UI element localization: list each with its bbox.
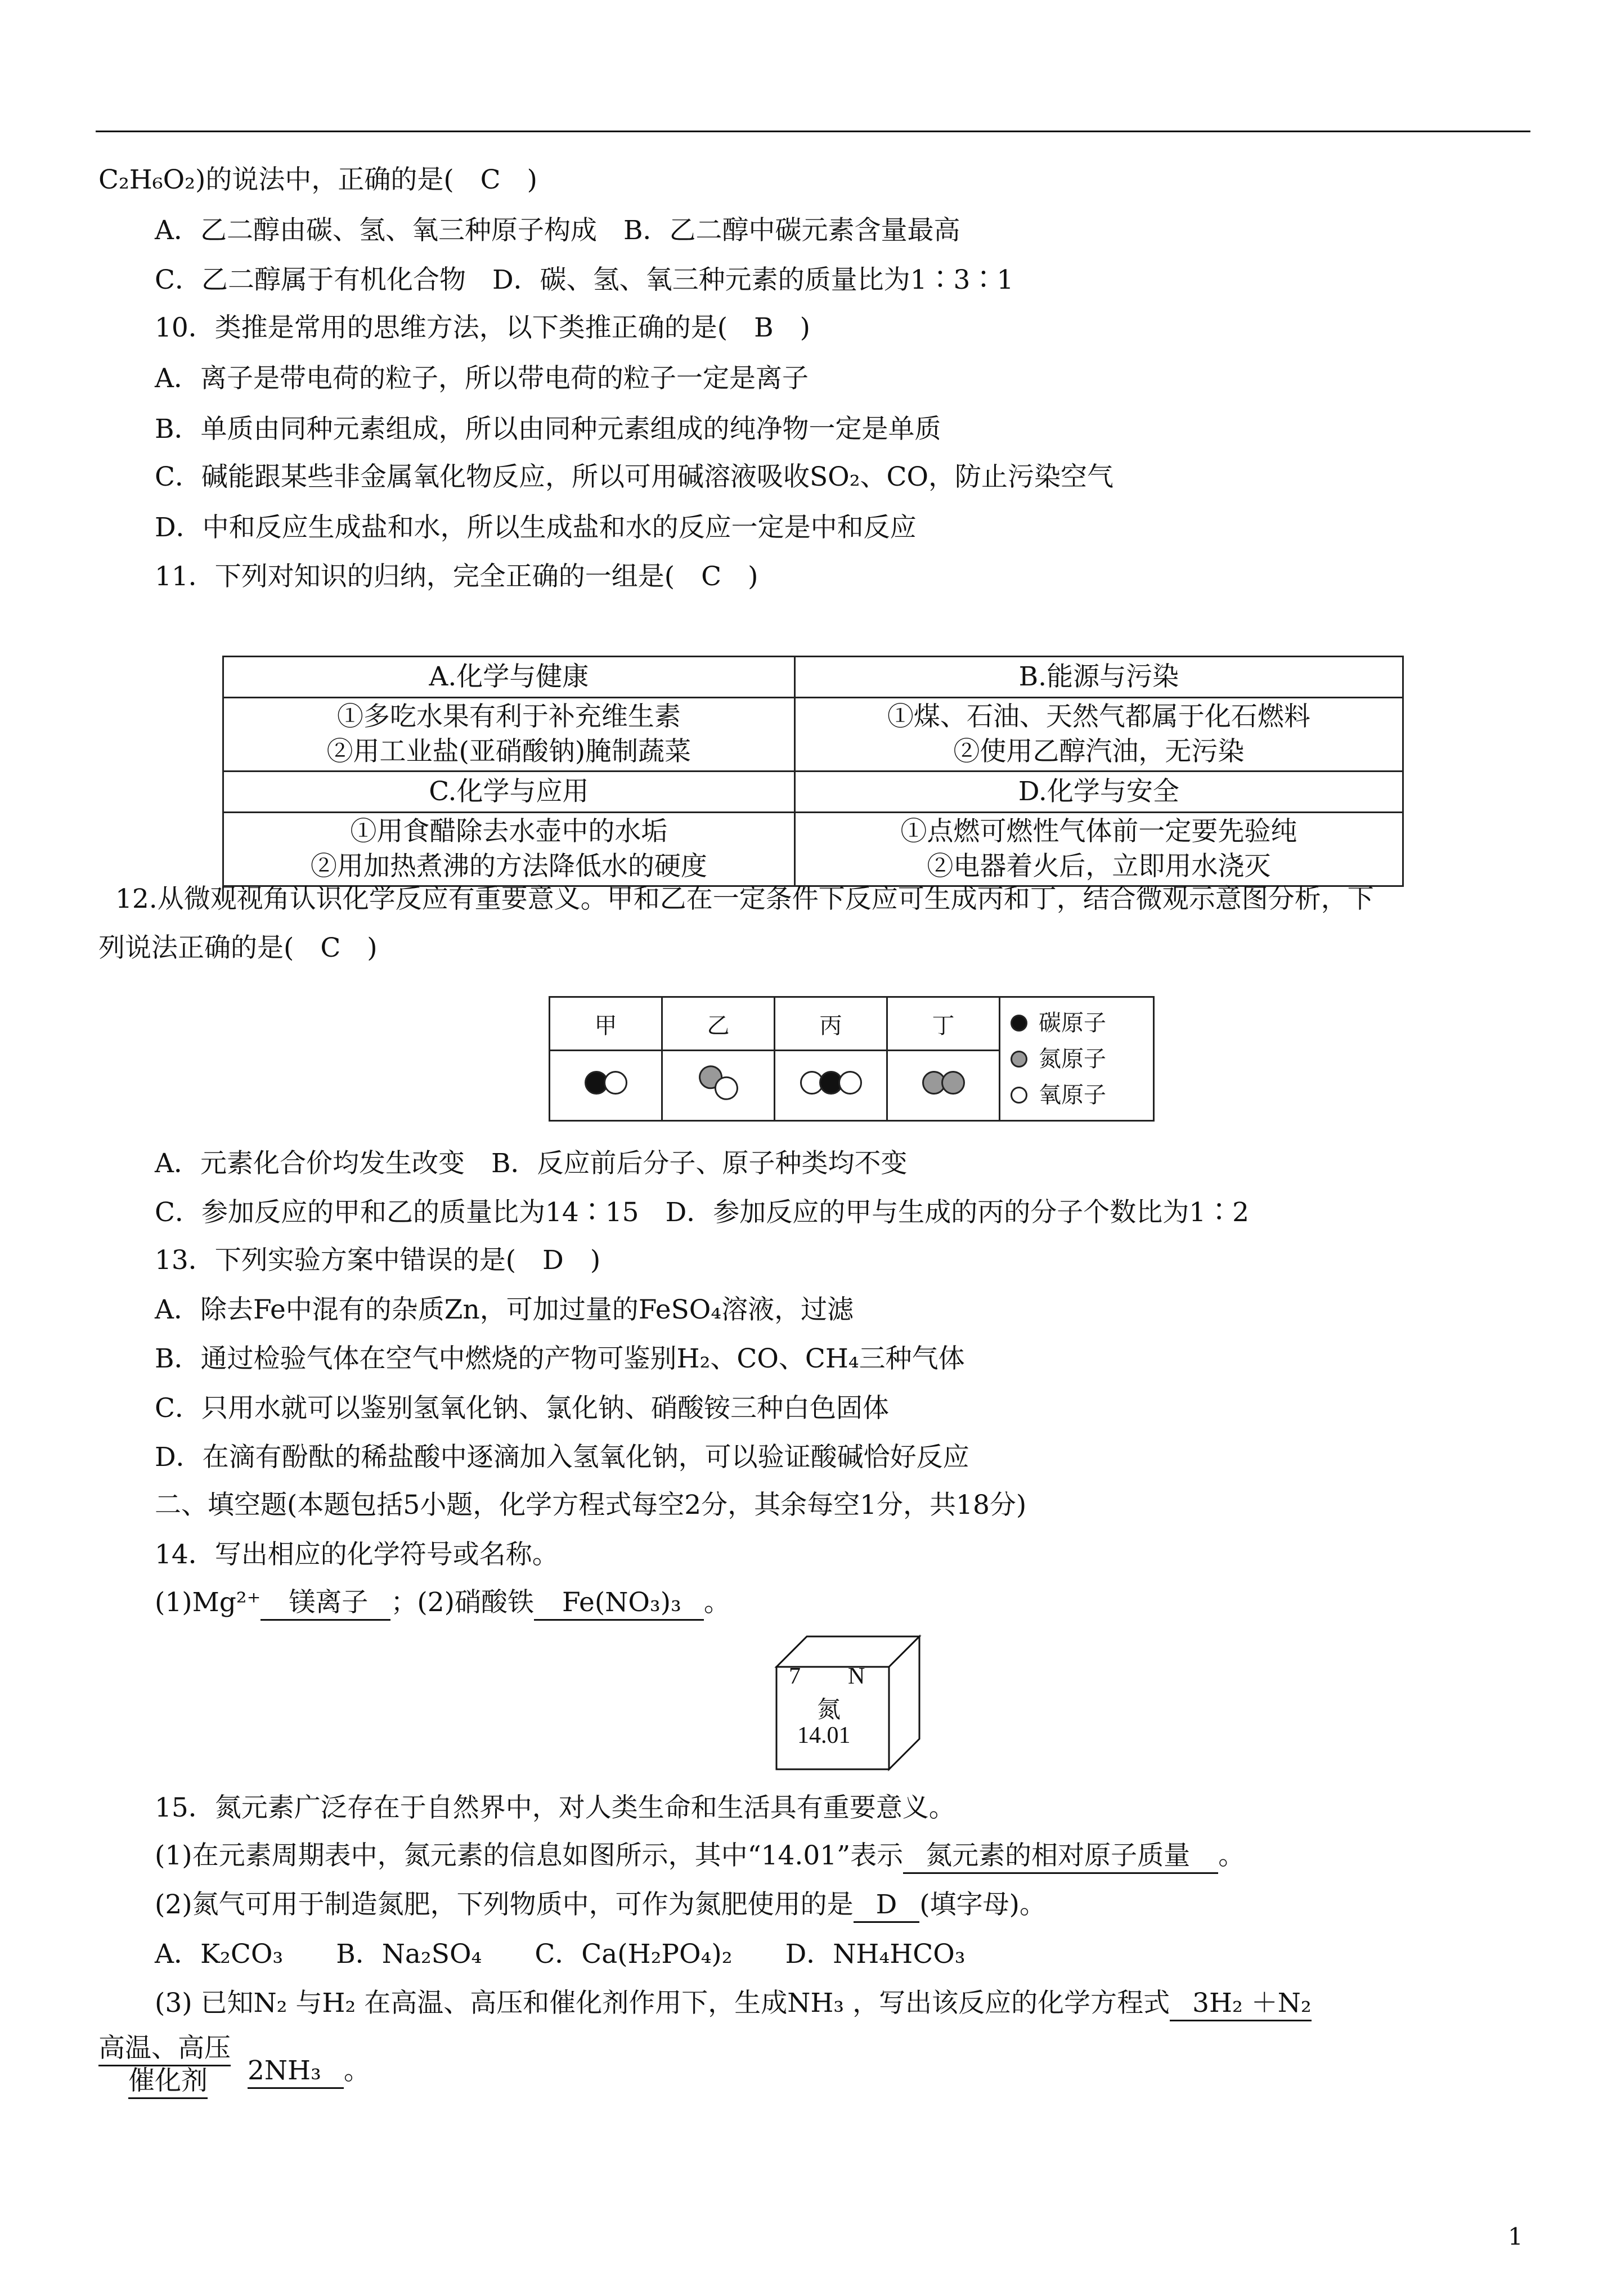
q14-part1-label: (1)Mg²⁺: [155, 1587, 261, 1618]
table-cell-b: [794, 698, 1403, 772]
molecule-jia: [550, 1051, 662, 1121]
q14-end: 。: [703, 1587, 730, 1618]
nitrogen-element-cube: [772, 1632, 941, 1773]
micro-diagram-table: [549, 996, 1155, 1122]
co-molecule-icon: [585, 1071, 627, 1095]
question-10-stem: 10．类推是常用的思维方法，以下类推正确的是( B ): [155, 312, 811, 343]
atomic-mass: 14.01: [797, 1723, 851, 1748]
legend-carbon: [1011, 1005, 1143, 1041]
page-number: 1: [1508, 2223, 1523, 2250]
legend-oxygen: [1011, 1077, 1143, 1113]
table-cell-d: [794, 813, 1403, 886]
question-12-options-cd: C．参加反应的甲和乙的质量比为14∶15 D．参加反应的甲与生成的丙的分子个数比为1∶2: [155, 1197, 1250, 1228]
question-12-options-ab: A．元素化合价均发生改变 B．反应前后分子、原子种类均不变: [155, 1148, 908, 1179]
carbon-atom-icon: [1011, 1015, 1027, 1032]
molecule-yi: [662, 1051, 775, 1121]
molecule-bing: [775, 1051, 887, 1121]
table-cell-c: [223, 813, 795, 886]
n2-molecule-icon: [922, 1071, 965, 1095]
q14-answer-1: 镁离子: [261, 1586, 390, 1621]
question-15-stem: 15．氮元素广泛存在于自然界中，对人类生命和生活具有重要意义。: [155, 1792, 955, 1823]
condition-top-text: 高温、高压: [98, 2032, 231, 2066]
header-rule: [96, 131, 1530, 132]
question-12-stem-2: 列说法正确的是( C ): [98, 932, 378, 963]
element-symbol: N: [848, 1663, 865, 1689]
a-item-1: ①多吃水果有利于补充维生素: [336, 701, 681, 732]
co2-molecule-icon: [800, 1071, 862, 1095]
legend-nitrogen: [1011, 1041, 1143, 1077]
element-name: 氮: [817, 1696, 841, 1723]
q15-1-text: (1)在元素周期表中，氮元素的信息如图所示，其中“14.01”表示: [155, 1840, 904, 1871]
question-15-part-3: [155, 1986, 1312, 2021]
no-molecule-icon: [694, 1061, 742, 1105]
q14-part2-label: ；(2)硝酸铁: [390, 1587, 535, 1618]
legend-carbon-label: 碳原子: [1039, 1010, 1106, 1036]
atomic-number: 7: [789, 1663, 801, 1689]
cube-outline-icon: [772, 1632, 941, 1773]
question-13-option-a: A．除去Fe中混有的杂质Zn，可加过量的FeSO₄溶液，过滤: [155, 1294, 854, 1325]
question-10-option-c: C．碱能跟某些非金属氧化物反应，所以可用碱溶液吸收SO₂、CO，防止污染空气: [155, 461, 1114, 492]
b-item-2: ②使用乙醇汽油，无污染: [953, 736, 1245, 767]
question-13-option-c: C．只用水就可以鉴别氢氧化钠、氯化钠、硝酸铵三种白色固体: [155, 1393, 889, 1424]
q15-1-end: 。: [1218, 1840, 1245, 1871]
question-15-part-1: [155, 1839, 1245, 1874]
condition-bottom-text: 催化剂: [128, 2065, 208, 2099]
header-bing: 丙: [775, 997, 887, 1051]
question-13-option-b: B．通过检验气体在空气中燃烧的产物可鉴别H₂、CO、CH₄三种气体: [155, 1343, 965, 1374]
q15-2-text: (2)氮气可用于制造氮肥，下列物质中，可作为氮肥使用的是: [155, 1889, 854, 1920]
nitrogen-atom-icon: [1011, 1051, 1027, 1068]
question-14-answers: [155, 1586, 730, 1621]
question-9-stem-end: C₂H₆O₂)的说法中，正确的是( C ): [98, 164, 537, 195]
question-13-stem: 13．下列实验方案中错误的是( D ): [155, 1245, 601, 1276]
q15-3-text: (3) 已知N₂ 与H₂ 在高温、高压和催化剂作用下，生成NH₃ ，写出该反应的化学方程式: [155, 1988, 1170, 2019]
q15-3-end: 。: [343, 2055, 370, 2086]
q15-2-answer: D: [854, 1889, 920, 1923]
d-item-2: ②电器着火后，立即用水浇灭: [927, 851, 1271, 882]
product-text: 2NH₃: [248, 2055, 344, 2089]
question-14-stem: 14．写出相应的化学符号或名称。: [155, 1539, 559, 1570]
question-9-options-ab: A．乙二醇由碳、氢、氧三种原子构成 B．乙二醇中碳元素含量最高: [155, 215, 960, 246]
c-item-1: ①用食醋除去水壶中的水垢: [350, 816, 668, 847]
b-item-1: ①煤、石油、天然气都属于化石燃料: [887, 701, 1310, 732]
c-item-2: ②用加热煮沸的方法降低水的硬度: [310, 851, 707, 882]
legend-nitrogen-label: 氮原子: [1039, 1046, 1106, 1072]
header-jia: 甲: [550, 997, 662, 1051]
question-11-stem: 11．下列对知识的归纳，完全正确的一组是( C ): [155, 561, 758, 592]
knowledge-table: [222, 656, 1404, 887]
reaction-condition-top: [98, 2032, 231, 2066]
question-15-options: A．K₂CO₃ B．Na₂SO₄ C．Ca(H₂PO₄)₂ D．NH₄HCO₃: [155, 1939, 966, 1970]
question-10-option-d: D．中和反应生成盐和水，所以生成盐和水的反应一定是中和反应: [155, 512, 917, 543]
q15-3-reactants: 3H₂ ＋N₂: [1170, 1987, 1312, 2021]
legend-oxygen-label: 氧原子: [1039, 1082, 1106, 1108]
d-item-1: ①点燃可燃性气体前一定要先验纯: [900, 816, 1297, 847]
header-ding: 丁: [887, 997, 1000, 1051]
question-10-option-b: B．单质由同种元素组成，所以由同种元素组成的纯净物一定是单质: [155, 414, 941, 445]
table-head-b: B.能源与污染: [794, 657, 1403, 698]
question-12-stem-1: 12.从微观视角认识化学反应有重要意义。甲和乙在一定条件下反应可生成丙和丁，结合微观示意图分析，下: [115, 884, 1374, 914]
molecule-ding: [887, 1051, 1000, 1121]
table-head-a: A.化学与健康: [223, 657, 795, 698]
section-2-heading: 二、填空题(本题包括5小题，化学方程式每空2分，其余每空1分，共18分): [155, 1490, 1027, 1521]
reaction-product: [248, 2054, 370, 2089]
table-head-c: C.化学与应用: [223, 772, 795, 813]
question-13-option-d: D．在滴有酚酞的稀盐酸中逐滴加入氢氧化钠，可以验证酸碱恰好反应: [155, 1442, 969, 1473]
q14-answer-2: Fe(NO₃)₃: [534, 1586, 704, 1621]
header-yi: 乙: [662, 997, 775, 1051]
oxygen-atom-icon: [1011, 1087, 1027, 1104]
question-10-option-a: A．离子是带电荷的粒子，所以带电荷的粒子一定是离子: [155, 363, 809, 394]
table-head-d: D.化学与安全: [794, 772, 1403, 813]
reaction-condition-bottom: [128, 2064, 208, 2099]
a-item-2: ②用工业盐(亚硝酸钠)腌制蔬菜: [326, 736, 691, 767]
question-9-options-cd: C．乙二醇属于有机化合物 D．碳、氢、氧三种元素的质量比为1∶3∶1: [155, 264, 1014, 295]
q15-2-end: (填字母)。: [919, 1889, 1046, 1920]
question-15-part-2: [155, 1888, 1046, 1923]
q15-1-answer: 氮元素的相对原子质量: [903, 1840, 1218, 1874]
table-cell-a: [223, 698, 795, 772]
atom-legend: [1000, 997, 1154, 1121]
